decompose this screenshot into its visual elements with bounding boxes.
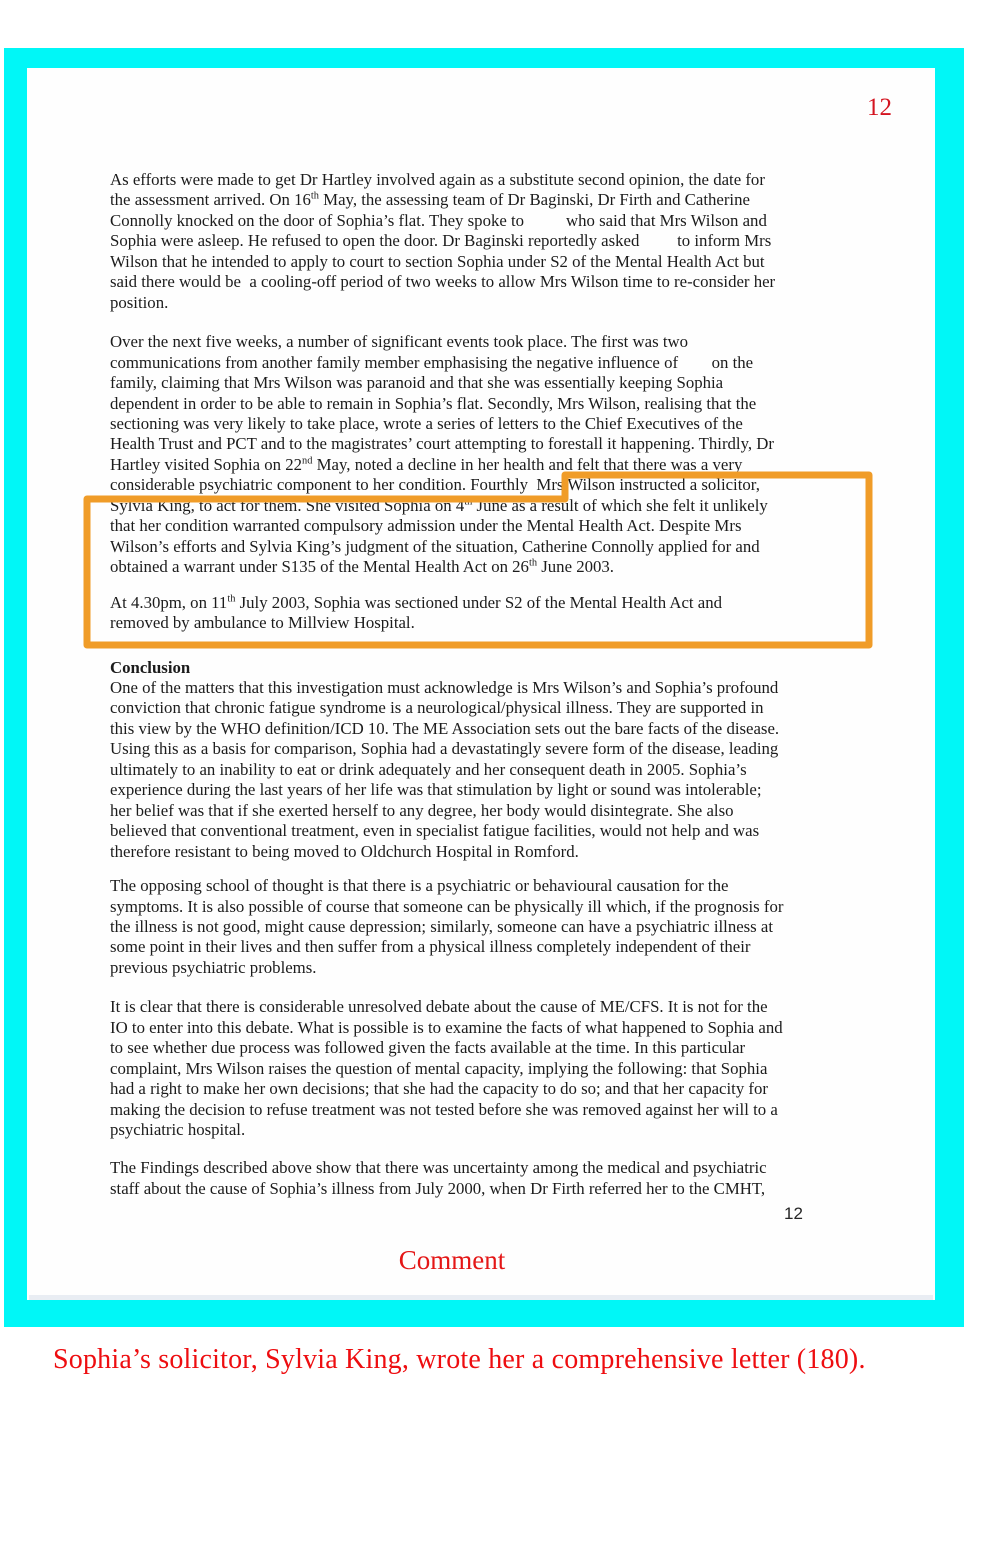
paragraph-me-cfs-debate: [110, 997, 850, 1140]
section-heading-conclusion: Conclusion: [110, 657, 191, 677]
text-line: removed by ambulance to Millview Hospital.: [110, 613, 415, 633]
text-line: The Findings described above show that there was uncertainty among the medical and psychiatric: [110, 1158, 767, 1178]
text-line: Health Trust and PCT and to the magistrates’ court attempting to forestall it happening. Thirdly, Dr: [110, 434, 774, 454]
text-line: It is clear that there is considerable unresolved debate about the cause of ME/CFS. It is not for the: [110, 997, 768, 1017]
paragraph-five-weeks: [110, 332, 850, 577]
text-line: Sylvia King, to act for them. She visited Sophia on 4th June as a result of which she felt it unlikely: [110, 495, 768, 515]
paragraph-opposing-school: [110, 876, 850, 978]
text-line: had a right to make her own decisions; that she had the capacity to do so; and that her capacity for: [110, 1079, 768, 1099]
comment-label: Comment: [398, 1245, 506, 1275]
text-line: Hartley visited Sophia on 22nd May, noted a decline in her health and felt that there was a very: [110, 454, 743, 474]
text-line: communications from another family member emphasising the negative influence of on the: [110, 352, 754, 372]
text-line: previous psychiatric problems.: [110, 957, 317, 977]
text-line: staff about the cause of Sophia’s illness from July 2000, when Dr Firth referred her to the CMHT,: [110, 1178, 766, 1198]
text-line: her belief was that if she exerted herself to any degree, her body would disintegrate. She also: [110, 800, 734, 820]
text-line: therefore resistant to being moved to Oldchurch Hospital in Romford.: [110, 841, 579, 861]
text-line: Connolly knocked on the door of Sophia’s flat. They spoke to who said that Mrs Wilson and: [110, 210, 767, 230]
text-line: this view by the WHO definition/ICD 10. The ME Association sets out the bare facts of the disease.: [110, 718, 780, 738]
page-number-bottom: 12: [784, 1204, 803, 1223]
scan-cyan-frame: [4, 48, 964, 1327]
text-line: IO to enter into this debate. What is possible is to examine the facts of what happened to Sophia and: [110, 1017, 783, 1037]
text-line: some point in their lives and then suffer from a physical illness completely independent of their: [110, 937, 751, 957]
text-line: Over the next five weeks, a number of significant events took place. The first was two: [110, 332, 689, 352]
text-line: One of the matters that this investigation must acknowledge is Mrs Wilson’s and Sophia’s profound: [110, 677, 779, 697]
document-page: [27, 68, 935, 1300]
text-line: dependent in order to be able to remain in Sophia’s flat. Secondly, Mrs Wilson, realising that the: [110, 393, 757, 413]
text-line: sectioning was very likely to take place, wrote a series of letters to the Chief Executives of the: [110, 413, 743, 433]
text-line: ultimately to an inability to eat or drink adequately and her consequent death in 2005. Sophia’s: [110, 759, 747, 779]
text-line: psychiatric hospital.: [110, 1120, 246, 1140]
text-line: Sophia were asleep. He refused to open the door. Dr Baginski reportedly asked to inform Mrs: [110, 231, 772, 251]
text-line: experience during the last years of her life was that stimulation by light or sound was intolerable;: [110, 780, 762, 800]
text-line: making the decision to refuse treatment was not tested before she was removed against her will to a: [110, 1099, 778, 1119]
paragraph-findings: [110, 1158, 850, 1199]
text-line: conviction that chronic fatigue syndrome is a neurological/physical illness. They are supported in: [110, 698, 764, 718]
text-line: The opposing school of thought is that there is a psychiatric or behavioural causation for the: [110, 876, 729, 896]
paragraph-sectioned: [110, 593, 850, 634]
text-line: obtained a warrant under S135 of the Mental Health Act on 26th June 2003.: [110, 557, 614, 577]
page-number-top: 12: [867, 94, 892, 121]
text-line: At 4.30pm, on 11th July 2003, Sophia was sectioned under S2 of the Mental Health Act and: [110, 592, 723, 612]
text-line: said there would be a cooling-off period of two weeks to allow Mrs Wilson time to re-consider her: [110, 272, 776, 292]
text-line: to see whether due process was followed given the facts available at the time. In this particular: [110, 1038, 746, 1058]
text-line: symptoms. It is also possible of course that someone can be physically ill which, if the prognosis for: [110, 896, 784, 916]
text-line: Wilson’s efforts and Sylvia King’s judgment of the situation, Catherine Connolly applied for and: [110, 536, 760, 556]
text-line: Wilson that he intended to apply to court to section Sophia under S2 of the Mental Health Act but: [110, 251, 765, 271]
text-line: position.: [110, 292, 169, 312]
text-line: As efforts were made to get Dr Hartley involved again as a substitute second opinion, the date for: [110, 170, 765, 189]
text-line: family, claiming that Mrs Wilson was paranoid and that she was essentially keeping Sophia: [110, 373, 724, 393]
annotation-caption: Sophia’s solicitor, Sylvia King, wrote her a comprehensive letter (180).: [53, 1344, 866, 1375]
text-line: Using this as a basis for comparison, Sophia had a devastatingly severe form of the disease, leading: [110, 739, 779, 759]
document-body: [110, 170, 850, 1199]
text-line: considerable psychiatric component to her condition. Fourthly Mrs Wilson instructed a solicitor,: [110, 475, 760, 495]
text-line: the assessment arrived. On 16th May, the assessing team of Dr Baginski, Dr Firth and Catherine: [110, 190, 750, 210]
text-line: the illness is not good, might cause depression; similarly, someone can have a psychiatric illness at: [110, 916, 774, 936]
text-line: that her condition warranted compulsory admission under the Mental Health Act. Despite Mrs: [110, 516, 742, 536]
paragraph-assessment: [110, 170, 850, 313]
text-line: complaint, Mrs Wilson raises the question of mental capacity, implying the following: that Sophia: [110, 1058, 768, 1078]
paragraph-conclusion-1: [110, 678, 850, 862]
text-line: believed that conventional treatment, even in specialist fatigue facilities, would not help and was: [110, 821, 760, 841]
